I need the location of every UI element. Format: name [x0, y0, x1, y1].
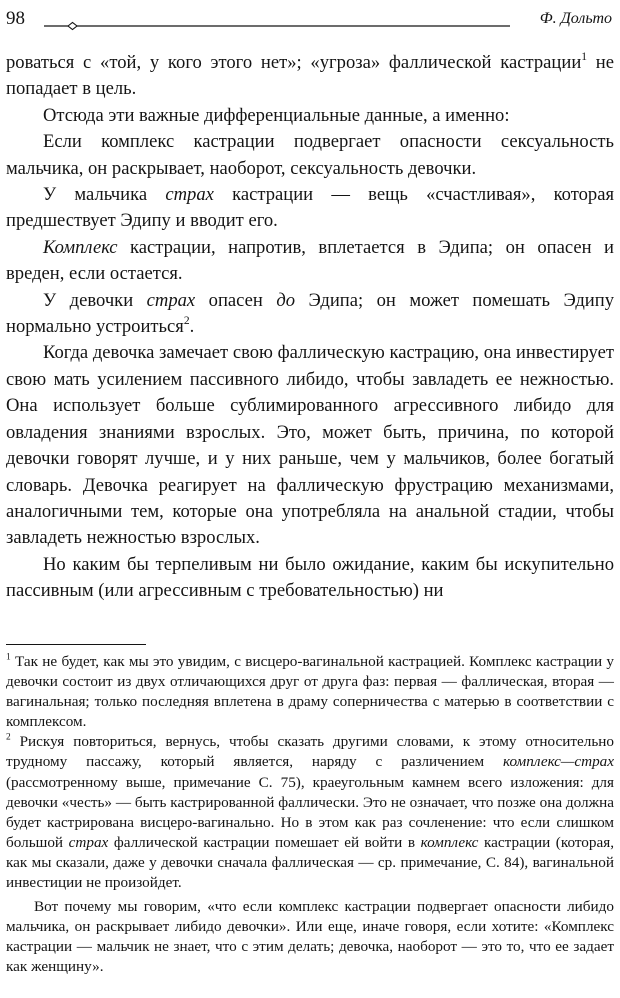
italic-term: страх — [68, 833, 109, 851]
page-header — [6, 8, 612, 38]
italic-term: Комплекс — [43, 236, 118, 258]
paragraph-7: Когда девочка замечает свою фаллическую кастрацию, она инвестирует свою мать усилением пассивного либидо, чтобы завладеть ее нежностью. Она использует больше сублимированного агрессивного либидо для овладения знаниями взрослых. Это, может быть, причина, по которой девочки говорят лучше, и у них раньше, чем у мальчиков, более богатый словарь. Девочка реагирует на фаллическую фрустрацию механизмами, аналогичными тем, которые она употребляла на анальной стадии, чтобы завладеть нежностью взрослых. — [6, 342, 614, 549]
paragraph-text: . — [189, 316, 195, 338]
footnote-text: Так не будет, как мы это увидим, с висцеро-вагинальной кастрацией. Комплекс кастрации у девочки состоит из двух отличающихся друг от друга фаз: первая — фаллическая, вторая — вагинальная; только последняя вплетена в драму соперничества с матерью в соответствии с комплексом. — [6, 653, 614, 731]
footnote-2 — [6, 732, 614, 893]
footnote-text: фаллической кастрации помешает ей войти в — [108, 833, 421, 851]
paragraph-5 — [6, 235, 614, 288]
paragraph-text: кастрации, напротив, вплетается в Эдипа; он опасен и вреден, если остается. — [6, 236, 614, 285]
paragraph-4 — [6, 182, 614, 235]
paragraph-8: Но каким бы терпеливым ни было ожидание, каким бы искупительно пассивным (или агрессивным с требовательностью) ни — [6, 553, 614, 602]
footnote-text: (рассмотренному выше, примечание С. 75), краеугольным камнем всего изложения: для девочки «честь» — быть кастрированной фаллически. Это не означает, что позже она должна будет кастрирована висцеро-вагинально. Но в этом как раз сочленение: что если слишком большой — [6, 773, 614, 851]
paragraph-text: роваться с «той, у кого этого нет»; «угроза» фаллической кастрации — [6, 52, 582, 73]
footnotes — [6, 652, 614, 978]
paragraph-text: кастрации — вещь «счастливая», которая предшествует Эдипу и вводит его. — [6, 184, 614, 232]
paragraph-text: У мальчика — [43, 184, 166, 206]
page-number: 98 — [6, 8, 25, 29]
footnote-text: Рискуя повториться, вернусь, чтобы сказать другими словами, к этому относительно трудному пассажу, который является, наряду с различением — [6, 733, 614, 771]
italic-term: страх — [165, 184, 214, 206]
paragraph-text: опасен — [195, 289, 277, 311]
paragraph-text: не попадает в цель. — [6, 52, 614, 100]
footnote-number: 2 — [6, 732, 11, 743]
paragraph-3: Если комплекс кастрации подвергает опасности сексуальность мальчика, он раскрывает, наоборот, сексуальность девочки. — [6, 131, 614, 179]
header-rule-ornament — [44, 21, 510, 31]
footnote-1 — [6, 652, 614, 732]
paragraph-6 — [6, 288, 614, 341]
italic-term: до — [276, 289, 296, 311]
footnote-continuation: Вот почему мы говорим, «что если комплекс кастрации подвергает опасности либидо мальчика, он раскрывает либидо девочки». Или еще, иначе говоря, если хотите: «Комплекс кастрации — мальчик не знает, что с этим делать; девочка, наоборот — это то, что ее задает как женщину». — [6, 898, 614, 976]
paragraph-text: Эдипа; он может помешать Эдипу нормально устроиться — [6, 289, 614, 338]
footnote-ref-1: 1 — [581, 50, 588, 63]
footnote-text: кастрации (которая, как мы сказали, даже у девочки сначала фаллическая — ср. примечание, С. 84), вагинальной инвестиции не произойдет. — [6, 833, 614, 892]
running-head: Ф. Дольто — [539, 10, 612, 27]
footnote-number: 1 — [6, 652, 11, 663]
paragraph-1 — [6, 50, 614, 103]
main-text — [6, 50, 614, 605]
paragraph-2: Отсюда эти важные дифференциальные данные, а именно: — [43, 104, 510, 126]
paragraph-text: У девочки — [43, 289, 147, 311]
italic-term: страх — [146, 289, 196, 311]
italic-term: комплекс — [420, 833, 479, 851]
footnote-ref-2: 2 — [183, 315, 190, 327]
italic-term: комплекс—страх — [503, 753, 614, 771]
footnote-separator — [6, 644, 146, 645]
